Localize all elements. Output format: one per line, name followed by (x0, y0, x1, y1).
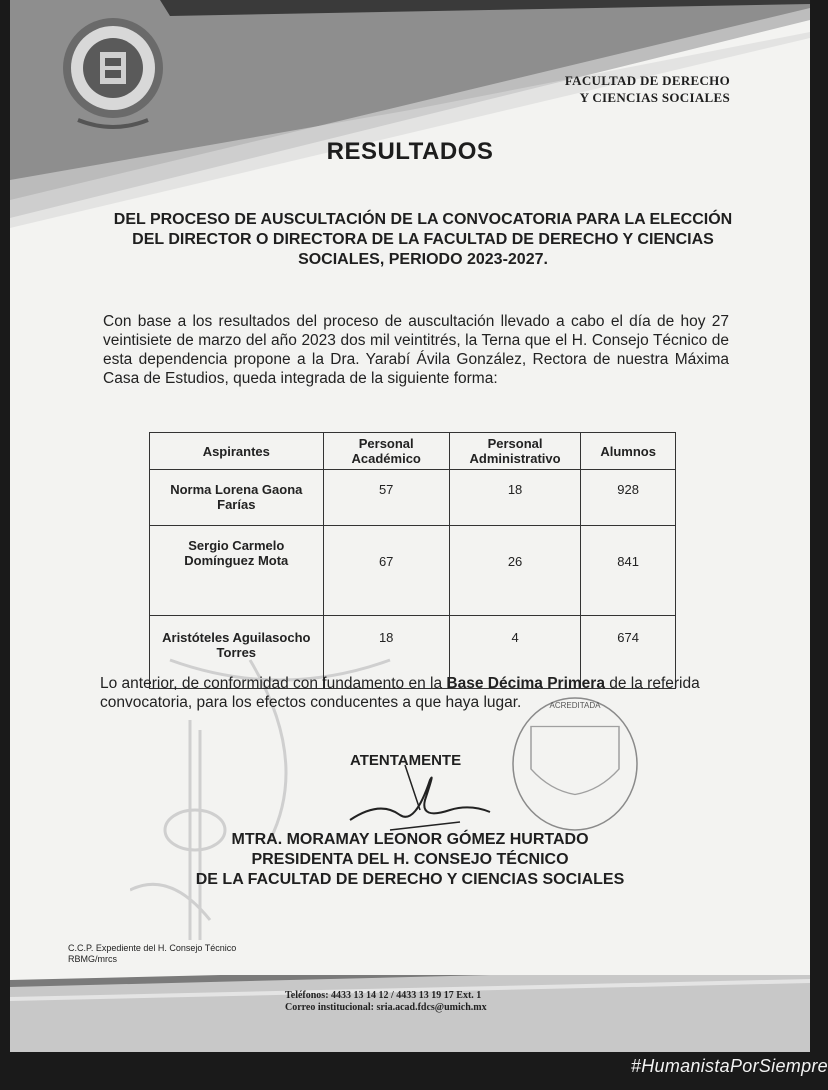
conformity-text-end: de la referida convocatoria, para los efectos conducentes a que haya lugar. (100, 675, 700, 711)
header-aspirantes: Aspirantes (150, 433, 324, 470)
carbon-copy-note (68, 943, 236, 965)
faculty-header (565, 72, 730, 106)
vote-academico: 57 (323, 470, 449, 526)
results-table (149, 432, 676, 689)
header-personal-academico: Personal Académico (323, 433, 449, 470)
phone-numbers: Teléfonos: 4433 13 14 12 / 4433 13 19 17 Ext. 1 (285, 990, 482, 1001)
faculty-header-line2: Y CIENCIAS SOCIALES (579, 90, 730, 105)
stamp-label: ACREDITADA (549, 701, 601, 710)
vote-administrativo: 4 (449, 616, 581, 689)
university-seal-logo (58, 8, 168, 134)
candidate-name: Aristóteles Aguilasocho Torres (150, 616, 324, 689)
document-title: RESULTADOS (326, 138, 494, 165)
signatory-block (10, 830, 810, 890)
institutional-email: Correo institucional: sria.acad.fdcs@umich.mx (285, 1002, 487, 1013)
vote-alumnos: 841 (581, 526, 676, 616)
ccp-line: C.C.P. Expediente del H. Consejo Técnico (68, 943, 237, 953)
signatory-role: PRESIDENTA DEL H. CONSEJO TÉCNICO (251, 851, 569, 868)
conformity-base-reference: Base Décima Primera (446, 675, 605, 692)
table-row (150, 470, 676, 526)
conformity-text-start: Lo anterior, de conformidad con fundamento en la (100, 675, 447, 692)
candidate-name: Norma Lorena Gaona Farías (150, 470, 324, 526)
handwritten-signature (340, 760, 520, 840)
header-personal-administrativo: Personal Administrativo (449, 433, 581, 470)
document-page (10, 0, 810, 1052)
faculty-header-line1: FACULTAD DE DERECHO (564, 73, 730, 88)
intro-paragraph: Con base a los resultados del proceso de auscultación llevado a cabo el día de hoy 27 veintisiete de marzo del año 2023 dos mil veintitrés, la Terna que el H. Consejo Técnico de esta dependencia propone a la Dra. Yarabí Ávila González, Rectora de nuestra Máxima Casa de Estudios, queda integrada de la siguiente forma: (103, 313, 729, 387)
signatory-faculty: DE LA FACULTAD DE DERECHO Y CIENCIAS SOCIALES (195, 871, 625, 888)
vote-alumnos: 928 (581, 470, 676, 526)
vote-academico: 67 (323, 526, 449, 616)
vote-administrativo: 26 (449, 526, 581, 616)
header-alumnos: Alumnos (581, 433, 676, 470)
candidate-name: Sergio Carmelo Domínguez Mota (150, 526, 324, 616)
hashtag-caption: #HumanistaPorSiempre (630, 1056, 828, 1076)
contact-info (285, 990, 487, 1014)
signatory-name: MTRA. MORAMAY LEONOR GÓMEZ HURTADO (231, 831, 589, 848)
table-header-row (150, 433, 676, 470)
document-subtitle: DEL PROCESO DE AUSCULTACIÓN DE LA CONVOCATORIA PARA LA ELECCIÓN DEL DIRECTOR O DIRECTORA DE LA FACULTAD DE DERECHO Y CIENCIAS SOCIALES, PERIODO 2023-2027. (113, 211, 733, 268)
vote-alumnos: 674 (581, 616, 676, 689)
table-row (150, 526, 676, 616)
initials-line: RBMG/mrcs (68, 954, 117, 964)
vote-academico: 18 (323, 616, 449, 689)
vote-administrativo: 18 (449, 470, 581, 526)
closing-atentamente: ATENTAMENTE (350, 752, 462, 769)
accreditation-stamp (505, 694, 645, 834)
